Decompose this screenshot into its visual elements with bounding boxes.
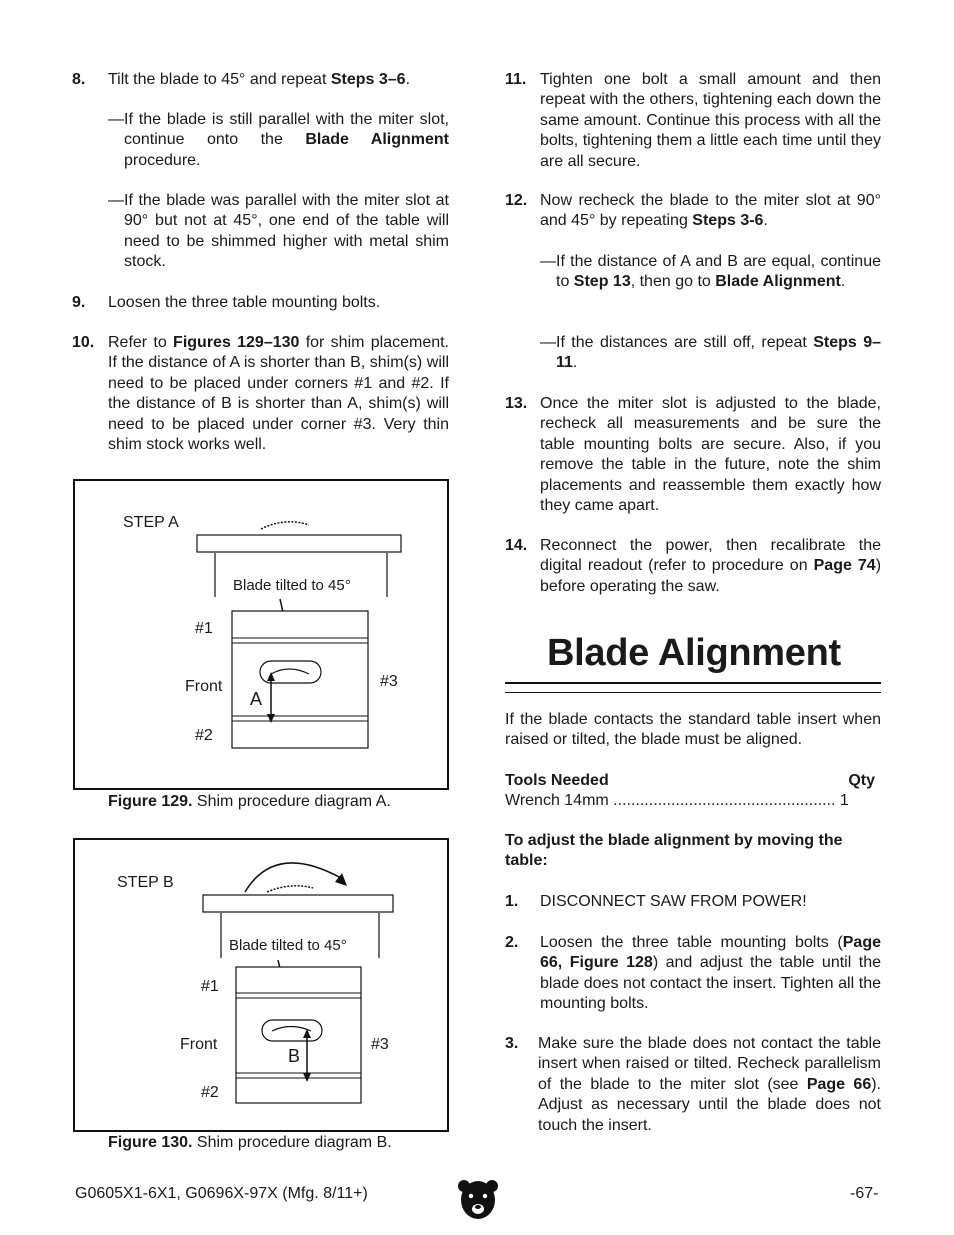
heading-rule	[505, 682, 881, 684]
corner-2-label: #2	[195, 727, 213, 744]
step-text	[540, 191, 881, 232]
caption-text: Shim procedure diagram A.	[192, 793, 391, 810]
page-number: -67-	[850, 1185, 879, 1202]
blade-label: Blade tilted to 45°	[229, 937, 347, 954]
tools-header-row	[505, 771, 875, 791]
corner-3-label: #3	[380, 673, 398, 690]
step-number: 14.	[505, 537, 528, 554]
bold-ref: Blade Alignment	[715, 273, 841, 291]
text: .	[572, 354, 578, 372]
sub-text	[540, 252, 881, 293]
step-text: Tighten one bolt a small amount and then repeat with the others, tightening each down the same amount. Continue this process with all the bolts, tightening them a little each time until they are all secure.	[540, 71, 881, 170]
front-label: Front	[185, 678, 223, 695]
section-intro: If the blade contacts the standard table insert when raised or tilted, the blade must be aligned.	[505, 711, 881, 749]
bold-ref: Figures 129–130	[173, 334, 300, 351]
figure-129-box	[73, 479, 449, 790]
section-title: Blade Alignment	[547, 632, 841, 674]
blade-icon	[261, 522, 309, 529]
step-label: STEP B	[117, 874, 174, 891]
figure-130-caption	[108, 1133, 392, 1153]
caption-text: Shim procedure diagram B.	[192, 1134, 392, 1151]
table-side-view	[197, 535, 401, 552]
bold-ref: Blade Alignment	[305, 131, 450, 149]
tool-item: Wrench 14mm .................................................. 1	[505, 792, 849, 809]
bold-ref: Page 66, Figure 128	[540, 934, 881, 972]
tools-header: Tools Needed	[505, 772, 609, 789]
text: ) before operating the saw.	[540, 557, 882, 595]
figure-130-box	[73, 838, 449, 1132]
procedure-title: To adjust the blade alignment by moving the table:	[505, 832, 843, 870]
bold-ref: Page 74	[813, 557, 876, 575]
step-number: 3.	[505, 1035, 519, 1052]
bold-ref: Step 13	[573, 273, 631, 291]
step-number: 13.	[505, 395, 528, 412]
step-text: Once the miter slot is adjusted to the blade, recheck all measurements and be sure the table mounting bolts are secure. Also, if you remove the table in the future, note the shim placements and reassemble them exactly how they came apart.	[540, 395, 881, 515]
step-text	[108, 333, 449, 455]
bold-ref: Steps 9–11	[556, 334, 882, 372]
text: for shim placement. If the distance of A is shorter than B, shim(s) will need to be placed under corners #1 and #2. If the distance of B is shorter than A, shim(s) will need to be placed under corner #3. Very thin shim stock works well.	[108, 334, 450, 454]
step-number: 8.	[72, 71, 86, 88]
text: —If the distance of A and B are equal, continue to	[540, 253, 881, 291]
figure-129-caption	[108, 792, 391, 812]
step-number: 12.	[505, 192, 528, 209]
text: ). Adjust as necessary until the blade does not touch the insert.	[538, 1075, 881, 1134]
step-text	[540, 933, 881, 1015]
corner-3-label: #3	[371, 1036, 389, 1053]
step-number: 11.	[505, 71, 527, 88]
blade-label: Blade tilted to 45°	[233, 577, 351, 594]
footer-models: G0605X1-6X1, G0696X-97X (Mfg. 8/11+)	[75, 1185, 368, 1202]
heading-rule-thin	[505, 692, 881, 693]
text: .	[405, 71, 411, 88]
sub-text: —If the blade was parallel with the miter slot at 90° but not at 45°, one end of the table will need to be shimmed higher with metal shim stock.	[108, 192, 449, 271]
text: Now recheck the blade to the miter slot at 90° and 45° by repeating	[540, 192, 881, 230]
step-text	[538, 1034, 881, 1136]
step-text: DISCONNECT SAW FROM POWER!	[540, 893, 807, 910]
corner-2-label: #2	[201, 1084, 219, 1101]
text: .	[840, 273, 846, 291]
text: .	[763, 212, 768, 230]
text: Refer to	[108, 334, 174, 351]
bold-ref: Steps 3-6	[692, 212, 764, 230]
text: Loosen the three table mounting bolts (	[540, 934, 843, 951]
sub-text	[540, 333, 881, 374]
step-number: 10.	[72, 334, 95, 351]
text: Make sure the blade does not contact the table insert when raised or tilted. Recheck parallelism of the blade to the miter slot (see	[538, 1035, 881, 1093]
bold-ref: Page 66	[806, 1075, 872, 1093]
corner-1-label: #1	[195, 620, 213, 637]
front-label: Front	[180, 1036, 218, 1053]
caption-label: Figure 130.	[108, 1134, 193, 1151]
text: , then go to	[630, 273, 716, 291]
qty-header: Qty	[848, 772, 875, 789]
text: Tilt the blade to 45° and repeat	[108, 71, 331, 88]
caption-label: Figure 129.	[108, 793, 193, 810]
step-text	[108, 70, 449, 90]
step-number: 9.	[72, 294, 86, 311]
text: Reconnect the power, then recalibrate the digital readout (refer to procedure on	[540, 537, 881, 575]
text: ) and adjust the table until the blade does not contact the insert. Tighten all the mounting bolts.	[540, 954, 882, 1013]
step-text: Loosen the three table mounting bolts.	[108, 294, 381, 311]
step-number: 1.	[505, 893, 519, 910]
text: —If the blade is still parallel with the miter slot, continue onto the	[108, 111, 449, 149]
sub-text	[108, 110, 449, 171]
text: procedure.	[124, 151, 201, 169]
step-text	[540, 536, 881, 597]
distance-b-label: B	[288, 1046, 301, 1066]
step-label: STEP A	[123, 514, 179, 531]
text: —If the distances are still off, repeat	[540, 334, 814, 351]
rotation-arrow-icon	[245, 863, 341, 892]
corner-1-label: #1	[201, 978, 219, 995]
distance-a-label: A	[250, 689, 263, 709]
bold-ref: Steps 3–6	[330, 71, 406, 88]
bear-head-logo-icon	[457, 1178, 499, 1224]
step-number: 2.	[505, 934, 519, 951]
